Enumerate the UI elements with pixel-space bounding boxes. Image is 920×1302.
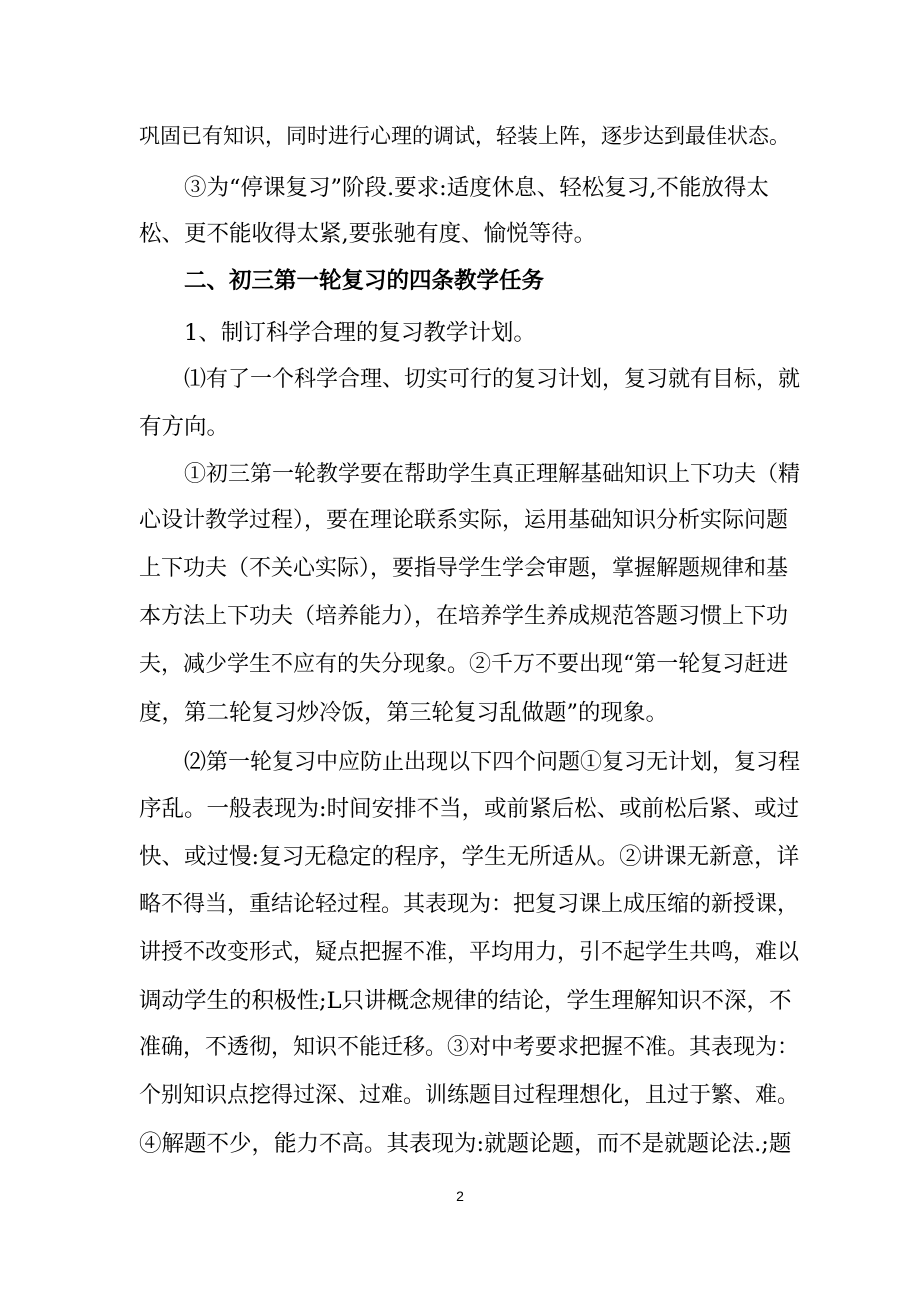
text-line: 个别知识点挖得过深、过难。训练题目过程理想化，且过于繁、难。 <box>139 1083 800 1108</box>
text-line: ⑵第一轮复习中应防止出现以下四个问题①复习无计划，复习程 <box>184 750 801 775</box>
text-line: 1、制订科学合理的复习教学计划。 <box>184 320 536 346</box>
text-line: 巩固已有知识，同时进行心理的调试，轻装上阵，逐步达到最佳状态。 <box>139 124 790 148</box>
text-line: ③为“停课复习”阶段.要求:适度休息、轻松复习,不能放得太 <box>184 175 769 201</box>
text-line: 略不得当，重结论轻过程。其表现为：把复习课上成压缩的新授课， <box>139 892 800 917</box>
text-line: 讲授不改变形式，疑点把握不准，平均用力，引不起学生共鸣，难以 <box>139 940 800 965</box>
page-number: 2 <box>456 1188 464 1204</box>
text-line: 有方向。 <box>139 414 230 440</box>
text-line: 度，第二轮复习炒冷饭，第三轮复习乱做题”的现象。 <box>139 700 669 726</box>
text-line: 准确，不透彻，知识不能迁移。③对中考要求把握不准。其表现为： <box>139 1035 800 1060</box>
text-line: 快、或过慢:复习无稳定的程序，学生无所适从。②讲课无新意，详 <box>139 844 800 870</box>
text-line: 心设计教学过程），要在理论联系实际，运用基础知识分析实际问题 <box>139 508 789 533</box>
text-line: 上下功夫（不关心实际），要指导学生学会审题，掌握解题规律和基 <box>139 556 789 581</box>
text-line: ⑴有了一个科学合理、切实可行的复习计划，复习就有目标，就 <box>184 367 801 392</box>
section-heading: 二、初三第一轮复习的四条教学任务 <box>184 268 545 294</box>
text-line: 本方法上下功夫（培养能力），在培养学生养成规范答题习惯上下功 <box>139 604 789 629</box>
text-line: 序乱。一般表现为:时间安排不当，或前紧后松、或前松后紧、或过 <box>139 796 800 822</box>
text-line: ④解题不少，能力不高。其表现为:就题论题，而不是就题论法.;题 <box>139 1131 792 1157</box>
text-line: 松、更不能收得太紧,要张驰有度、愉悦等待。 <box>139 221 597 247</box>
text-line: 夫，减少学生不应有的失分现象。②千万不要出现“第一轮复习赶进 <box>139 652 789 677</box>
text-line: 调动学生的积极性;L只讲概念规律的结论，学生理解知识不深，不 <box>139 988 792 1014</box>
text-line: ①初三第一轮教学要在帮助学生真正理解基础知识上下功夫（精 <box>184 462 801 487</box>
